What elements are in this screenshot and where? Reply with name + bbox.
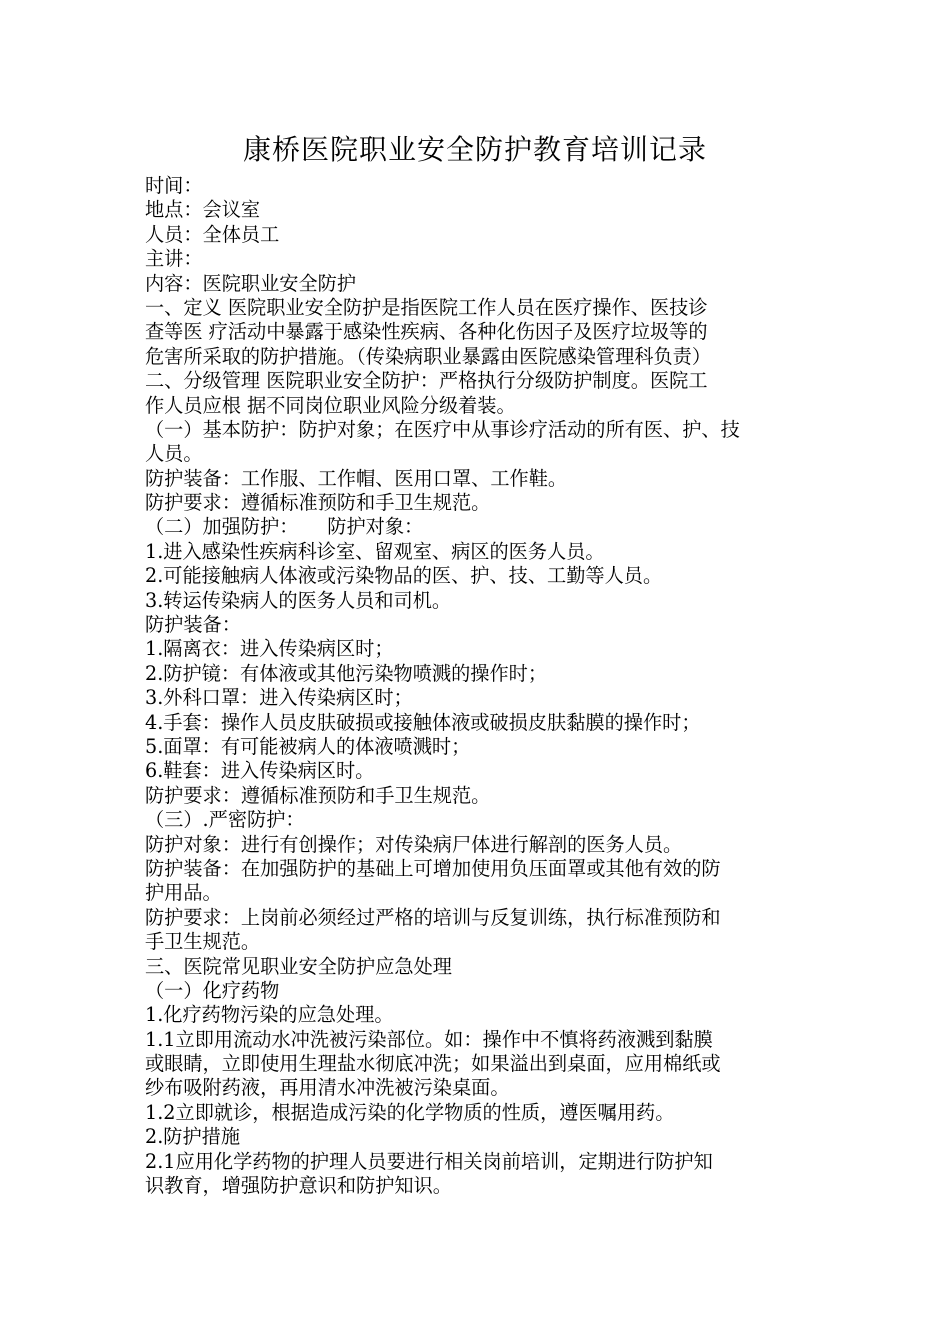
text-line: 作人员应根 据不同岗位职业风险分级着装。: [145, 393, 516, 417]
document-title: 康桥医院职业安全防护教育培训记录: [242, 133, 707, 166]
text-line: 防护装备：: [145, 613, 241, 637]
text-line: （二）加强防护： 防护对象：: [145, 515, 424, 539]
text-line: 时间：: [145, 174, 203, 197]
text-line: 防护对象：进行有创操作；对传染病尸体进行解剖的医务人员。: [145, 832, 683, 856]
text-line: 3.转运传染病人的医务人员和司机。: [145, 588, 452, 612]
text-line: 危害所采取的防护措施。（传染病职业暴露由医院感染管理科负责）: [145, 344, 712, 368]
document-body: [145, 174, 815, 1198]
text-line: 防护要求：遵循标准预防和手卫生规范。: [145, 491, 491, 515]
text-line: 1.1立即用流动水冲洗被污染部位。如：操作中不慎将药液溅到黏膜: [145, 1027, 713, 1051]
text-line: 3.外科口罩：进入传染病区时；: [145, 686, 413, 710]
text-line: 人员：全体员工: [145, 222, 280, 246]
text-line: （三）.严密防护：: [145, 808, 305, 832]
text-line: 防护装备：在加强防护的基础上可增加使用负压面罩或其他有效的防: [145, 856, 721, 880]
text-line: 2.防护措施: [145, 1125, 241, 1149]
text-line: 1.隔离衣：进入传染病区时；: [145, 637, 394, 661]
text-line: 纱布吸附药液，再用清水冲洗被污染桌面。: [145, 1076, 510, 1100]
text-line: 防护要求：上岗前必须经过严格的培训与反复训练，执行标准预防和: [145, 905, 721, 929]
text-line: 主讲：: [145, 247, 203, 271]
text-line: 查等医 疗活动中暴露于感染性疾病、各种化伤因子及医疗垃圾等的: [145, 320, 708, 344]
text-line: 手卫生规范。: [145, 930, 261, 954]
text-line: （一）化疗药物: [145, 978, 280, 1002]
text-line: 人员。: [145, 442, 203, 466]
text-line: 6.鞋套：进入传染病区时。: [145, 759, 375, 783]
text-line: 识教育，增强防护意识和防护知识。: [145, 1174, 452, 1198]
text-line: 2.1应用化学药物的护理人员要进行相关岗前培训，定期进行防护知: [145, 1149, 713, 1173]
text-line: 1.2立即就诊，根据造成污染的化学物质的性质，遵医嘱用药。: [145, 1100, 675, 1124]
text-line: 二、分级管理 医院职业安全防护：严格执行分级防护制度。医院工: [145, 369, 708, 393]
text-line: 防护要求：遵循标准预防和手卫生规范。: [145, 783, 491, 807]
text-line: 1.化疗药物污染的应急处理。: [145, 1003, 394, 1027]
text-line: 地点：会议室: [145, 198, 261, 222]
text-line: 防护装备：工作服、工作帽、医用口罩、工作鞋。: [145, 466, 568, 490]
text-line: 一、定义 医院职业安全防护是指医院工作人员在医疗操作、医技诊: [145, 295, 708, 319]
text-line: 2.防护镜：有体液或其他污染物喷溅的操作时；: [145, 661, 548, 685]
text-line: 5.面罩：有可能被病人的体液喷溅时；: [145, 734, 471, 758]
text-line: 三、医院常见职业安全防护应急处理: [145, 954, 452, 978]
text-line: 2.可能接触病人体液或污染物品的医、护、技、工勤等人员。: [145, 564, 663, 588]
text-line: 或眼睛，立即使用生理盐水彻底冲洗；如果溢出到桌面，应用棉纸或: [145, 1052, 721, 1076]
text-line: 护用品。: [145, 881, 222, 905]
text-line: 1.进入感染性疾病科诊室、留观室、病区的医务人员。: [145, 539, 605, 563]
text-line: （一）基本防护：防护对象；在医疗中从事诊疗活动的所有医、护、技: [145, 417, 740, 441]
text-line: 4.手套：操作人员皮肤破损或接触体液或破损皮肤黏膜的操作时；: [145, 710, 701, 734]
text-line: 内容：医院职业安全防护: [145, 271, 357, 295]
